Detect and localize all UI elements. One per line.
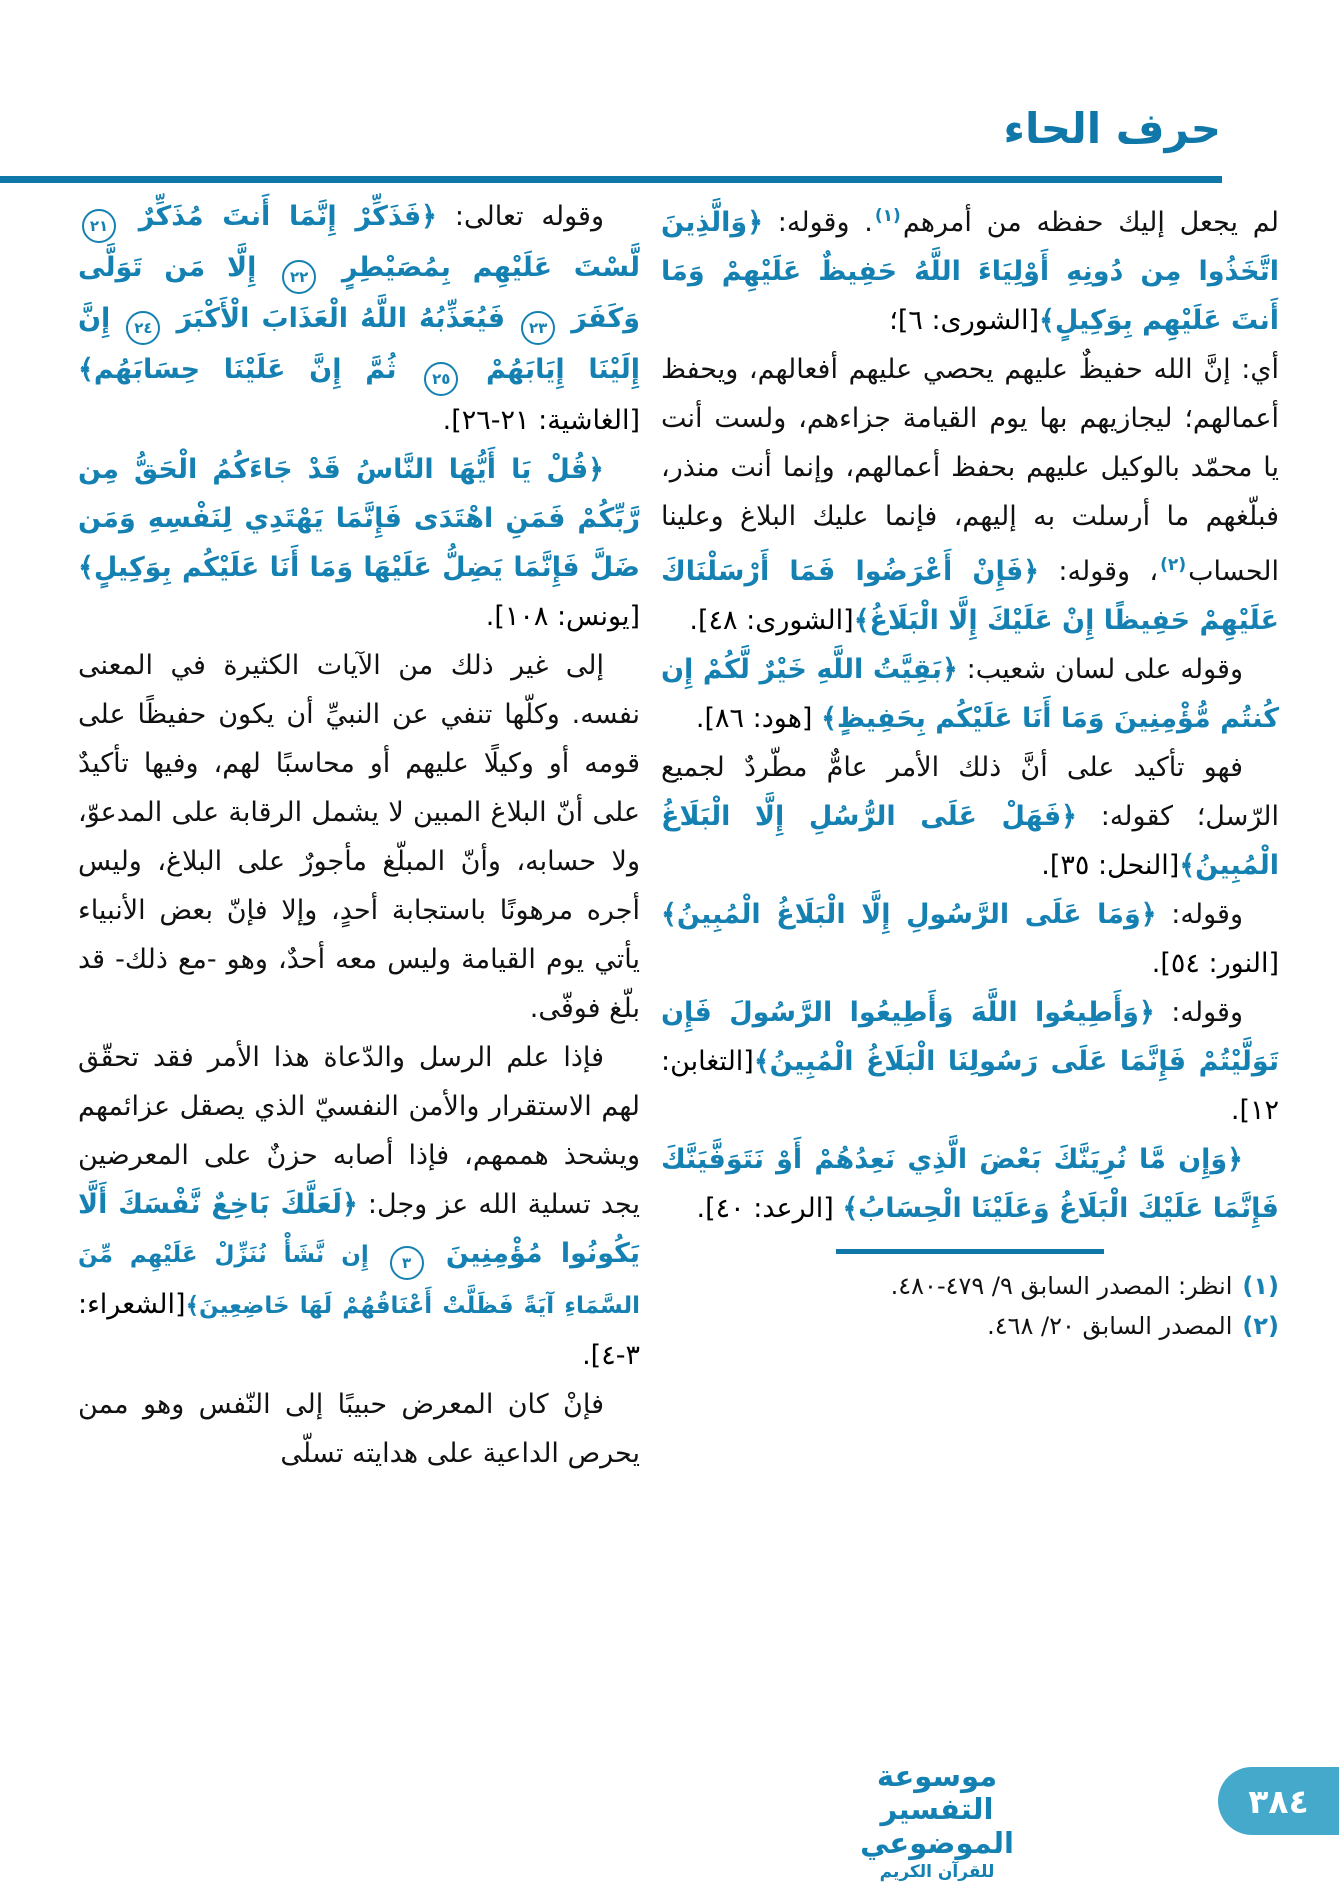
- body-text: أي: إنَّ الله حفيظٌ عليهم يحصي عليهم أفعالهم، ويحفظ أعمالهم؛ ليجازيهم بها يوم القيامة جزاءهم، ولست أنت يا محمّد بالوكيل عليهم بحفظ أعمالهم، وإنما أنت منذر، فبلّغهم ما أرسلت به إليهم، فإنما عليك البلاغ وعلينا الحساب: [661, 354, 1279, 587]
- footnote-number: (١): [1242, 1272, 1279, 1300]
- paragraph: [661, 345, 1279, 645]
- quran-verse: ﴿وَالَّذِينَ اتَّخَذُوا مِن دُونِهِ أَوْلِيَاءَ اللَّهُ حَفِيظٌ عَلَيْهِمْ وَمَا أَنتَ عَلَيْهِم بِوَكِيلٍ﴾: [661, 207, 1279, 336]
- quran-verse: ﴿فَذَكِّرْ إِنَّمَا أَنتَ مُذَكِّرٌ: [120, 201, 437, 232]
- quran-verse: ﴿بَقِيَّتُ اللَّهِ خَيْرٌ لَّكُمْ إِن كُنتُم مُّؤْمِنِينَ وَمَا أَنَا عَلَيْكُم بِحَفِيظٍ﴾: [661, 654, 1279, 734]
- ayah-number-medallion: ٢٥: [424, 362, 458, 396]
- quran-verse: ﴿فَهَلْ عَلَى الرُّسُلِ إِلَّا الْبَلَاغُ الْمُبِينُ﴾: [661, 801, 1279, 881]
- paragraph: [78, 192, 640, 445]
- footnote-marker: (١): [874, 206, 901, 226]
- footnote-text: المصدر السابق ٢٠/ ٤٦٨.: [987, 1312, 1233, 1340]
- verse-reference: [التغابن: ١٢].: [661, 1046, 1279, 1126]
- page-number-badge: [1218, 1767, 1339, 1835]
- quran-verse: ﴿وَمَا عَلَى الرَّسُولِ إِلَّا الْبَلَاغُ الْمُبِينُ﴾: [661, 899, 1157, 930]
- ayah-number-medallion: ٢٣: [521, 311, 555, 345]
- footnote: [661, 1306, 1279, 1346]
- paragraph: [661, 1135, 1279, 1233]
- verse-reference: [يونس: ١٠٨].: [485, 601, 640, 632]
- ayah-number-medallion: ٢٢: [282, 260, 316, 294]
- verse-reference: [الشورى: ٤٨].: [689, 605, 854, 636]
- footnote-marker: (٢): [1160, 555, 1187, 575]
- body-text: وقوله:: [1156, 899, 1243, 930]
- verse-reference: [هود: ٨٦].: [695, 703, 822, 734]
- verse-reference: [الشورى: ٦]؛: [889, 305, 1040, 336]
- quran-verse: ﴿وَأَطِيعُوا اللَّهَ وَأَطِيعُوا الرَّسُولَ فَإِن تَوَلَّيْتُمْ فَإِنَّمَا عَلَى رَسُولِنَا الْبَلَاغُ الْمُبِينُ﴾: [661, 997, 1279, 1077]
- body-text: وقوله تعالى:: [436, 201, 604, 232]
- body-text: إلى غير ذلك من الآيات الكثيرة في المعنى نفسه. وكلّها تنفي عن النبيِّ أن يكون حفيظًا على قومه أو وكيلًا عليهم أو محاسبًا لهم، وفيها تأكيدٌ على أنّ البلاغ المبين لا يشمل الرقابة على المدعوّ، ولا حسابه، وأنّ المبلّغ مأجورٌ على البلاغ، وليس أجره مرهونًا باستجابة أحدٍ، وإلا فإنّ بعض الأنبياء يأتي يوم القيامة وليس معه أحدٌ، وهو -مع ذلك- قد بلّغ فوفّى.: [78, 650, 640, 1024]
- quran-verse: ثُمَّ إِنَّ عَلَيْنَا حِسَابَهُم﴾: [78, 354, 421, 385]
- publisher-logo-title: موسوعة التفسير الموضوعي: [860, 1759, 1014, 1860]
- publisher-logo-subtitle: للقرآن الكريم: [879, 1862, 995, 1883]
- verse-reference: [الغاشية: ٢١-٢٦].: [442, 405, 640, 436]
- verse-reference: [الشعراء: ٣-٤].: [78, 1289, 640, 1371]
- paragraph: [661, 192, 1279, 345]
- verse-reference: [النحل: ٣٥].: [1041, 850, 1180, 881]
- verse-reference: [الرعد: ٤٠].: [696, 1193, 843, 1224]
- verse-reference: [النور: ٥٤].: [1151, 948, 1279, 979]
- quran-verse: إِن نَّشَأْ نُنَزِّلْ عَلَيْهِم مِّنَ السَّمَاءِ آيَةً فَظَلَّتْ أَعْنَاقُهُمْ لَهَا خَاضِعِينَ﴾: [78, 1242, 640, 1319]
- paragraph: [661, 645, 1279, 743]
- footnotes: [661, 1266, 1279, 1346]
- paragraph: [78, 1033, 640, 1380]
- footnote-separator: [836, 1249, 1104, 1254]
- paragraph: [661, 890, 1279, 988]
- quran-verse: ﴿وَإِن مَّا نُرِيَنَّكَ بَعْضَ الَّذِي نَعِدُهُمْ أَوْ نَتَوَفَّيَنَّكَ فَإِنَّمَا عَلَيْكَ الْبَلَاغُ وَعَلَيْنَا الْحِسَابُ﴾: [661, 1144, 1279, 1224]
- body-text: فإذا علم الرسل والدّعاة هذا الأمر فقد تحقّق لهم الاستقرار والأمن النفسيّ الذي يصقل عزائمهم ويشحذ هممهم، فإذا أصابه حزنٌ على المعرضين يجد تسلية الله عز وجل:: [78, 1042, 640, 1220]
- column-left: [78, 192, 640, 1478]
- chapter-title: حرف الحاء: [1003, 104, 1221, 153]
- paragraph: [78, 445, 640, 641]
- paragraph: [661, 988, 1279, 1135]
- body-text: فهو تأكيد على أنَّ ذلك الأمر عامٌّ مطّردٌ لجميع الرّسل؛ كقوله:: [661, 752, 1279, 832]
- ayah-number-medallion: ٣: [390, 1246, 424, 1280]
- header-rule: [0, 176, 1222, 183]
- quran-verse: ﴿قُلْ يَا أَيُّهَا النَّاسُ قَدْ جَاءَكُمُ الْحَقُّ مِن رَّبِّكُمْ فَمَنِ اهْتَدَى فَإِنَّمَا يَهْتَدِي لِنَفْسِهِ وَمَن ضَلَّ فَإِنَّمَا يَضِلُّ عَلَيْهَا وَمَا أَنَا عَلَيْكُم بِوَكِيلٍ﴾: [78, 454, 640, 583]
- body-text: وقوله:: [1154, 997, 1243, 1028]
- column-right: [661, 192, 1279, 1346]
- body-text: . وقوله:: [763, 207, 873, 238]
- footnote-number: (٢): [1242, 1312, 1279, 1340]
- paragraph: [78, 641, 640, 1033]
- quran-verse: ﴿لَعَلَّكَ بَاخِعٌ نَّفْسَكَ أَلَّا يَكُونُوا مُؤْمِنِينَ: [78, 1189, 640, 1269]
- paragraph: [661, 743, 1279, 890]
- quran-verse: فَيُعَذِّبُهُ اللَّهُ الْعَذَابَ الْأَكْبَرَ: [164, 303, 518, 334]
- body-text: وقوله على لسان شعيب:: [957, 654, 1243, 685]
- ayah-number-medallion: ٢١: [82, 209, 116, 243]
- body-text: فإنْ كان المعرض حبيبًا إلى النّفس وهو ممن يحرص الداعية على هدايته تسلّى: [78, 1389, 640, 1469]
- publisher-logo-calligraphy: [828, 1760, 1046, 1883]
- quran-verse: ﴿فَإِنْ أَعْرَضُوا فَمَا أَرْسَلْنَاكَ عَلَيْهِمْ حَفِيظًا إِنْ عَلَيْكَ إِلَّا الْبَلَاغُ﴾: [661, 556, 1279, 636]
- quran-verse: إِنَّ إِلَيْنَا إِيَابَهُمْ: [78, 303, 640, 385]
- body-text: لم يجعل إليك حفظه من أمرهم: [902, 207, 1279, 238]
- ayah-number-medallion: ٢٤: [126, 311, 160, 345]
- quran-verse: إِلَّا مَن تَوَلَّى وَكَفَرَ: [78, 252, 640, 334]
- quran-verse: لَّسْتَ عَلَيْهِم بِمُصَيْطِرٍ: [320, 252, 640, 283]
- page-number: ٣٨٤: [1248, 1781, 1309, 1821]
- footnote: [661, 1266, 1279, 1306]
- paragraph: [78, 1380, 640, 1478]
- body-text: ، وقوله:: [1039, 556, 1159, 587]
- footnote-text: انظر: المصدر السابق ٩/ ٤٧٩-٤٨٠.: [890, 1272, 1233, 1300]
